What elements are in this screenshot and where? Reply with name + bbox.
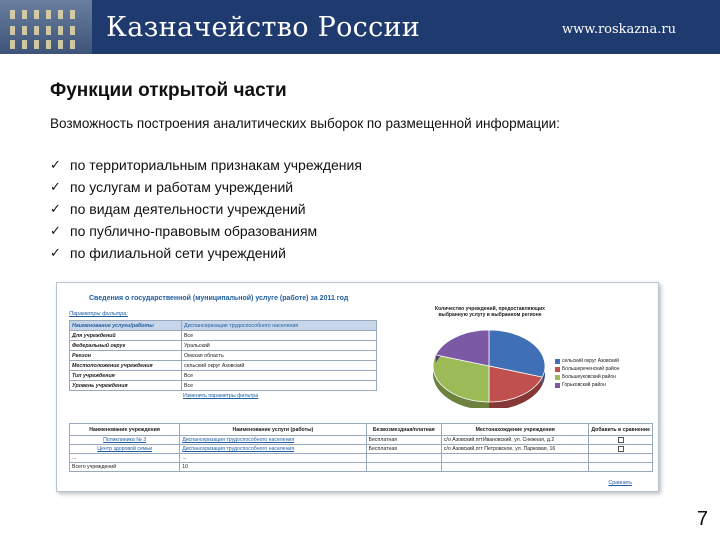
- service-link[interactable]: Диспансеризация трудоспособного населения: [182, 446, 295, 452]
- embedded-screenshot: [56, 282, 659, 492]
- service-link[interactable]: Диспансеризация трудоспособного населения: [182, 437, 295, 443]
- table-row: Наименование услуги/работы Диспансеризация трудоспособного населения: [70, 321, 377, 331]
- legend-item: [555, 357, 619, 365]
- checkmark-icon: ✓: [50, 223, 61, 238]
- table-row: Регион Омская область: [70, 351, 377, 361]
- table-row: Центр здоровой семьи Диспансеризация трудоспособного населения Бесплатная с/о Азовский,пгт Петровское, ул. Парковая, 16: [70, 445, 653, 454]
- service-filter-link[interactable]: Диспансеризация трудоспособного населения: [182, 321, 377, 331]
- checkmark-icon: ✓: [50, 201, 61, 216]
- table-row: ... ...: [70, 454, 653, 463]
- legend-swatch: [555, 383, 560, 388]
- checkmark-icon: ✓: [50, 179, 61, 194]
- filter-table: [69, 320, 377, 391]
- list-item: ✓ по филиальной сети учреждений: [50, 242, 362, 264]
- table-row: Уровень учреждения Все: [70, 381, 377, 391]
- total-value: 10: [180, 463, 366, 472]
- building-image: [0, 0, 92, 54]
- site-url[interactable]: www.roskazna.ru: [561, 22, 676, 37]
- change-filter-link[interactable]: Изменить параметры фильтра: [183, 393, 259, 399]
- filter-panel: [69, 311, 409, 399]
- total-label: Всего учреждений: [70, 463, 180, 472]
- list-item: ✓ по территориальным признакам учреждения: [50, 154, 362, 176]
- table-row: Тип учреждения Все: [70, 371, 377, 381]
- list-item: ✓ по публично-правовым образованиям: [50, 220, 362, 242]
- chart-legend: [555, 357, 619, 389]
- checkmark-icon: ✓: [50, 245, 61, 260]
- table-total-row: [70, 463, 653, 472]
- list-item: ✓ по услугам и работам учреждений: [50, 176, 362, 198]
- table-row: Поликлиника № 3 Диспансеризация трудоспособного населения Бесплатная с/о Азовский,пгтИвановский, ул. Снежная, д.2: [70, 436, 653, 445]
- legend-swatch: [555, 375, 560, 380]
- report-title: Сведения о государственной (муниципальной) услуге (работе) за 2011 год: [89, 295, 349, 302]
- table-row: Местоположение учреждения сельский округ Азовский: [70, 361, 377, 371]
- slide-subtitle: Возможность построения аналитических выборок по размещенной информации:: [50, 116, 560, 131]
- filters-label[interactable]: Параметры фильтра:: [69, 311, 128, 317]
- bullet-list: [50, 154, 362, 264]
- legend-item: [555, 381, 619, 389]
- results-table: [69, 423, 653, 472]
- legend-swatch: [555, 359, 560, 364]
- institution-link[interactable]: Поликлиника № 3: [103, 437, 147, 443]
- table-header-row: Наименование учреждения Наименование услуги (работы) Безвозмездная/платная Местонахождение учреждения Добавить в сравнение: [70, 424, 653, 436]
- slide-title: Функции открытой части: [50, 80, 287, 101]
- legend-label: Большеуковский район: [562, 374, 616, 380]
- legend-label: Горьковский район: [562, 382, 606, 388]
- header-banner: [0, 0, 720, 54]
- list-item: ✓ по видам деятельности учреждений: [50, 198, 362, 220]
- legend-swatch: [555, 367, 560, 372]
- pie-chart: [397, 303, 659, 408]
- institution-link[interactable]: Центр здоровой семьи: [97, 446, 152, 452]
- legend-item: [555, 365, 619, 373]
- brand-title: Казначейство России: [106, 12, 421, 43]
- checkmark-icon: ✓: [50, 157, 61, 172]
- chart-title: Количество учреждений, предоставляющих выбранную услугу в выбранном регионе: [435, 306, 545, 318]
- compare-link[interactable]: Сравнить: [608, 480, 632, 486]
- table-row: Федеральный округ Уральский: [70, 341, 377, 351]
- compare-checkbox[interactable]: [618, 446, 624, 452]
- compare-checkbox[interactable]: [618, 437, 624, 443]
- legend-label: Большереченский район: [562, 366, 620, 372]
- table-row: Для учреждений Все: [70, 331, 377, 341]
- legend-item: [555, 373, 619, 381]
- legend-label: сельский округ Азовский: [562, 358, 619, 364]
- pie-svg: [397, 303, 557, 408]
- page-number: 7: [696, 508, 708, 530]
